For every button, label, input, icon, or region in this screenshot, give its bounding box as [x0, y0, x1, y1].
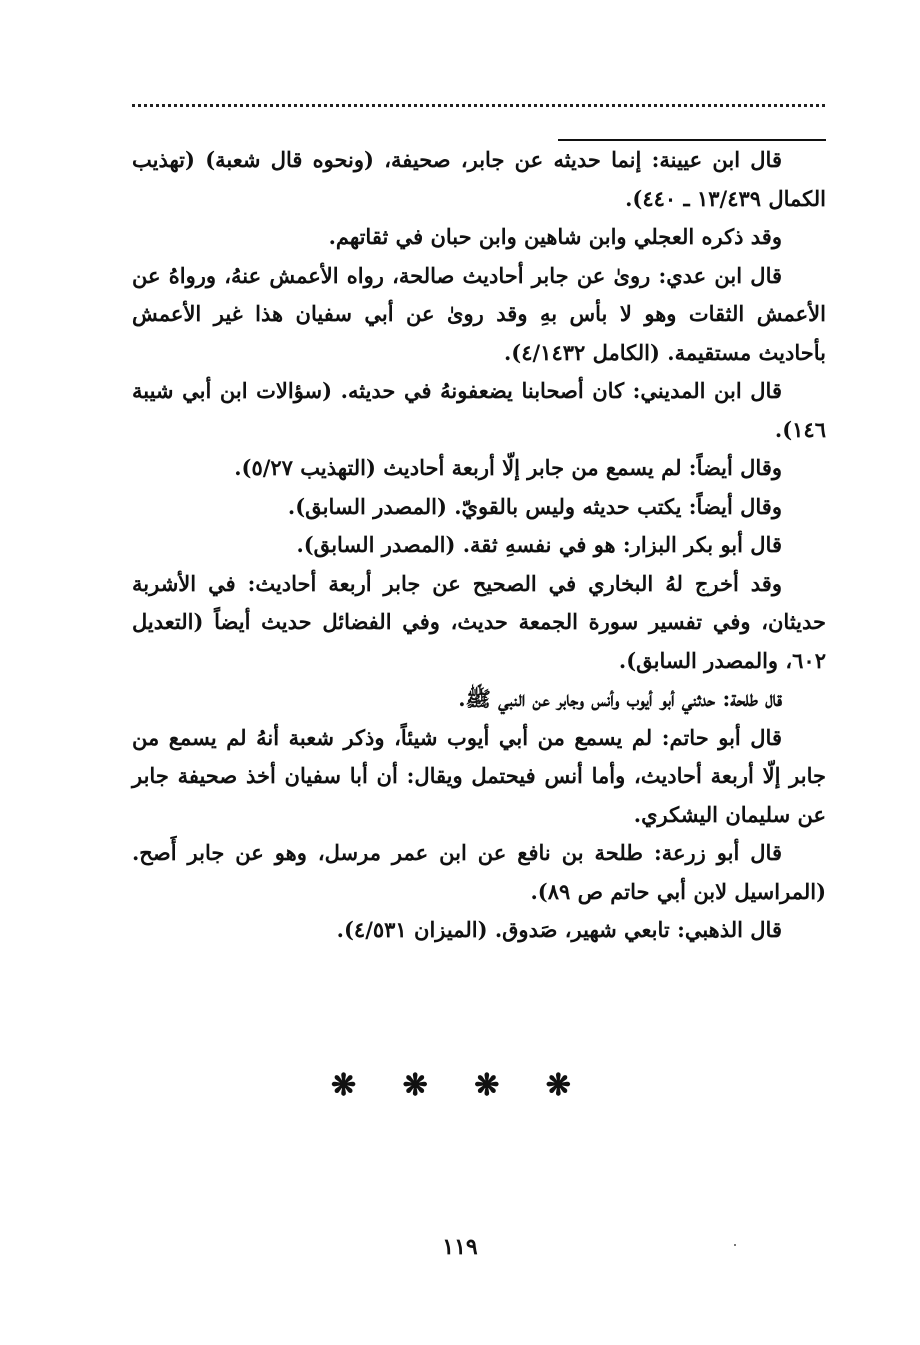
paragraph-dhahabi: قال الذهبي: تابعي شهير، صَدوق. (الميزان ٤/٥٣١).: [336, 917, 782, 942]
body-text: [132, 141, 826, 950]
scan-speck: [734, 1244, 736, 1246]
paragraph-also-1: وقال أيضاً: لم يسمع من جابر إلّا أربعة أحاديث (التهذيب ٥/٢٧).: [234, 455, 782, 480]
section-separator-stars: ❋ ❋ ❋ ❋: [331, 1068, 589, 1103]
paragraph-ibn-madini: قال ابن المديني: كان أصحابنا يضعفونهُ في حديثه. (سؤالات ابن أبي شيبة ١٤٦).: [132, 378, 826, 442]
paragraph-also-2: وقال أيضاً: يكتب حديثه وليس بالقويّ. (المصدر السابق).: [287, 493, 782, 519]
paragraph-abu-zura: قال أبو زرعة: طلحة بن نافع عن ابن عمر مرسل، وهو عن جابر أَصح. (المراسيل لابن أبي حاتم ص ٨٩).: [132, 840, 826, 904]
paragraph-ibn-adi: قال ابن عدي: روىٰ عن جابر أحاديث صالحة، رواه الأعمش عنهُ، ورواهُ عن الأعمش الثقات وهو لا بأس بهِ وقد روىٰ عن أبي سفيان هذا غير الأعمش بأحاديث مستقيمة. (الكامل ٤/١٤٣٢).: [132, 262, 826, 365]
paragraph-ibn-uyayna: قال ابن عيينة: إنما حديثه عن جابر، صحيفة، (ونحوه قال شعبة) (تهذيب الكمال ١٣/٤٣٩ ـ ٤٤٠).: [132, 147, 826, 211]
paragraph-bazzar: قال أبو بكر البزار: هو في نفسهِ ثقة. (المصدر السابق).: [296, 532, 782, 557]
paragraph-talha: قال طلحة: حدثني أبو أيوب وأنس وجابر عن النبي ﷺ.: [458, 686, 782, 711]
paragraph-bukhari: وقد أخرج لهُ البخاري في الصحيح عن جابر أربعة أحاديث: في الأشربة حديثان، وفي تفسير سورة الجمعة حديث، وفي الفضائل حديث أيضاً (التعديل ٦٠٢، والمصدر السابق).: [132, 570, 826, 673]
page-number: ١١٩: [442, 1234, 478, 1260]
paragraph-abu-hatim: قال أبو حاتم: لم يسمع من أبي أيوب شيئاً، وذكر شعبة أنهُ لم يسمع من جابر إلّا أربعة أحاديث، وأما أنس فيحتمل ويقال: أن أبا سفيان أخذ صحيفة جابر عن سليمان اليشكري.: [132, 724, 826, 827]
dotted-separator-line: [132, 104, 825, 107]
paragraph-ijli: وقد ذكره العجلي وابن شاهين وابن حبان في ثقاتهم.: [328, 224, 782, 249]
